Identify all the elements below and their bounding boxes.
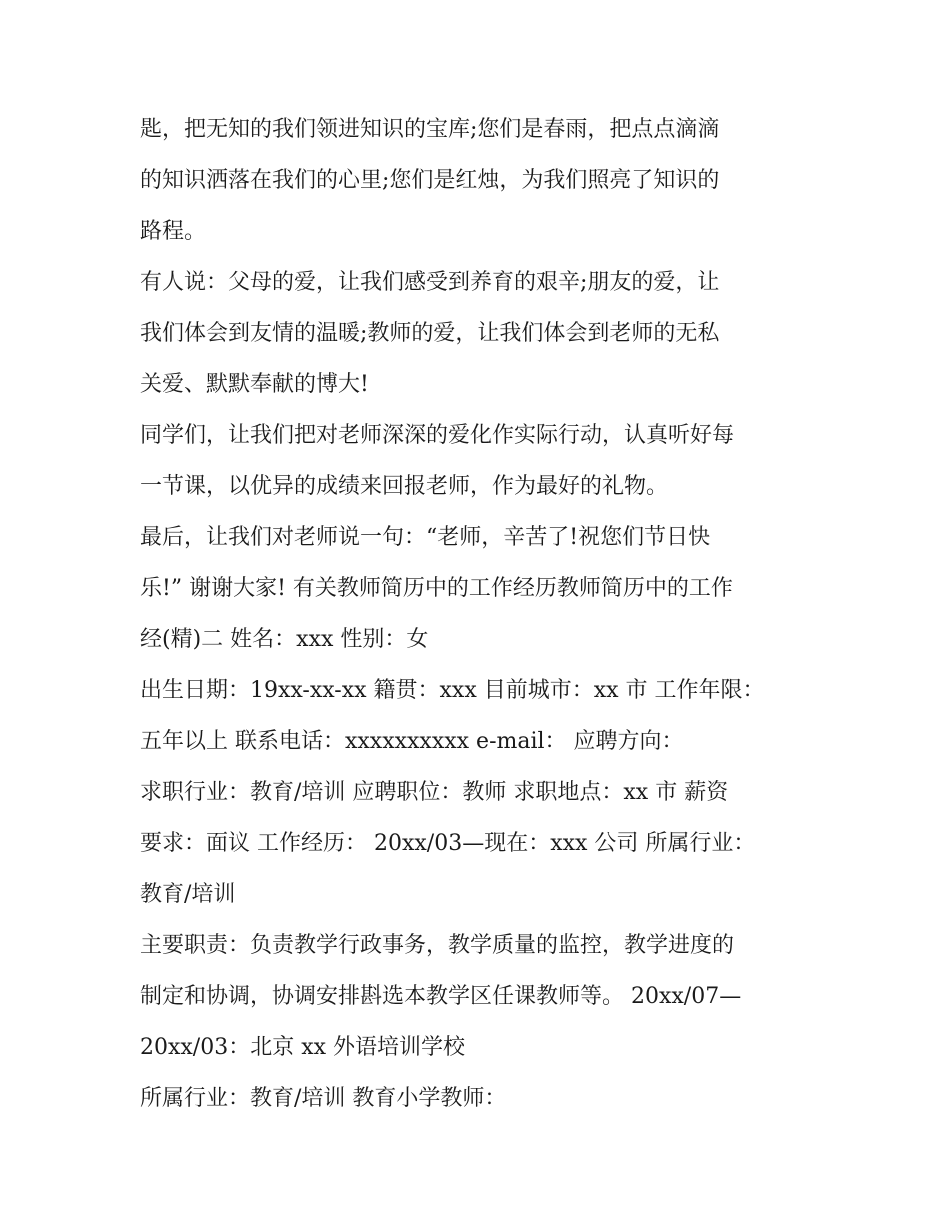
- text-line: 求职行业：教育/培训 应聘职位：教师 求职地点：xx 市 薪资: [140, 780, 729, 805]
- text-line: 同学们，让我们把对老师深深的爱化作实际行动，认真听好每: [140, 423, 735, 448]
- text-line: 乐!” 谢谢大家! 有关教师简历中的工作经历教师简历中的工作: [140, 576, 733, 601]
- paragraph: [140, 410, 815, 512]
- paragraph: [140, 1073, 815, 1124]
- text-line: 的知识洒落在我们的心里;您们是红烛，为我们照亮了知识的: [140, 168, 720, 193]
- text-line: 有人说：父母的爱，让我们感受到养育的艰辛;朋友的爱，让: [140, 270, 720, 295]
- paragraph: [140, 665, 815, 767]
- text-line: 出生日期：19xx-xx-xx 籍贯：xxx 目前城市：xx 市 工作年限：: [140, 678, 765, 703]
- paragraph: [140, 104, 815, 257]
- text-line: 制定和协调，协调安排斟选本教学区任课教师等。 20xx/07—: [140, 984, 742, 1009]
- text-line: 我们体会到友情的温暖;教师的爱，让我们体会到老师的无私: [140, 321, 720, 346]
- text-line: 五年以上 联系电话：xxxxxxxxxx e-mail： 应聘方向：: [140, 729, 684, 754]
- text-line: 所属行业：教育/培训 教育小学教师：: [140, 1086, 507, 1111]
- text-line: 路程。: [140, 219, 207, 244]
- text-line: 20xx/03：北京 xx 外语培训学校: [140, 1035, 466, 1060]
- text-line: 一节课，以优异的成绩来回报老师，作为最好的礼物。: [140, 474, 669, 499]
- paragraph: [140, 512, 815, 665]
- text-line: 关爱、默默奉献的博大!: [140, 372, 369, 397]
- paragraph: [140, 257, 815, 410]
- text-line: 主要职责：负责教学行政事务，教学质量的监控，教学进度的: [140, 933, 735, 958]
- text-line: 经(精)二 姓名：xxx 性别：女: [140, 627, 429, 652]
- paragraph: [140, 920, 815, 1073]
- text-line: 要求：面议 工作经历： 20xx/03—现在：xxx 公司 所属行业：: [140, 831, 756, 856]
- text-line: 最后，让我们对老师说一句：“老师，辛苦了!祝您们节日快: [140, 525, 711, 550]
- paragraph: [140, 767, 815, 920]
- text-line: 匙，把无知的我们领进知识的宝库;您们是春雨，把点点滴滴: [140, 117, 720, 142]
- text-line: 教育/培训: [140, 882, 236, 907]
- document-body: [140, 104, 815, 1124]
